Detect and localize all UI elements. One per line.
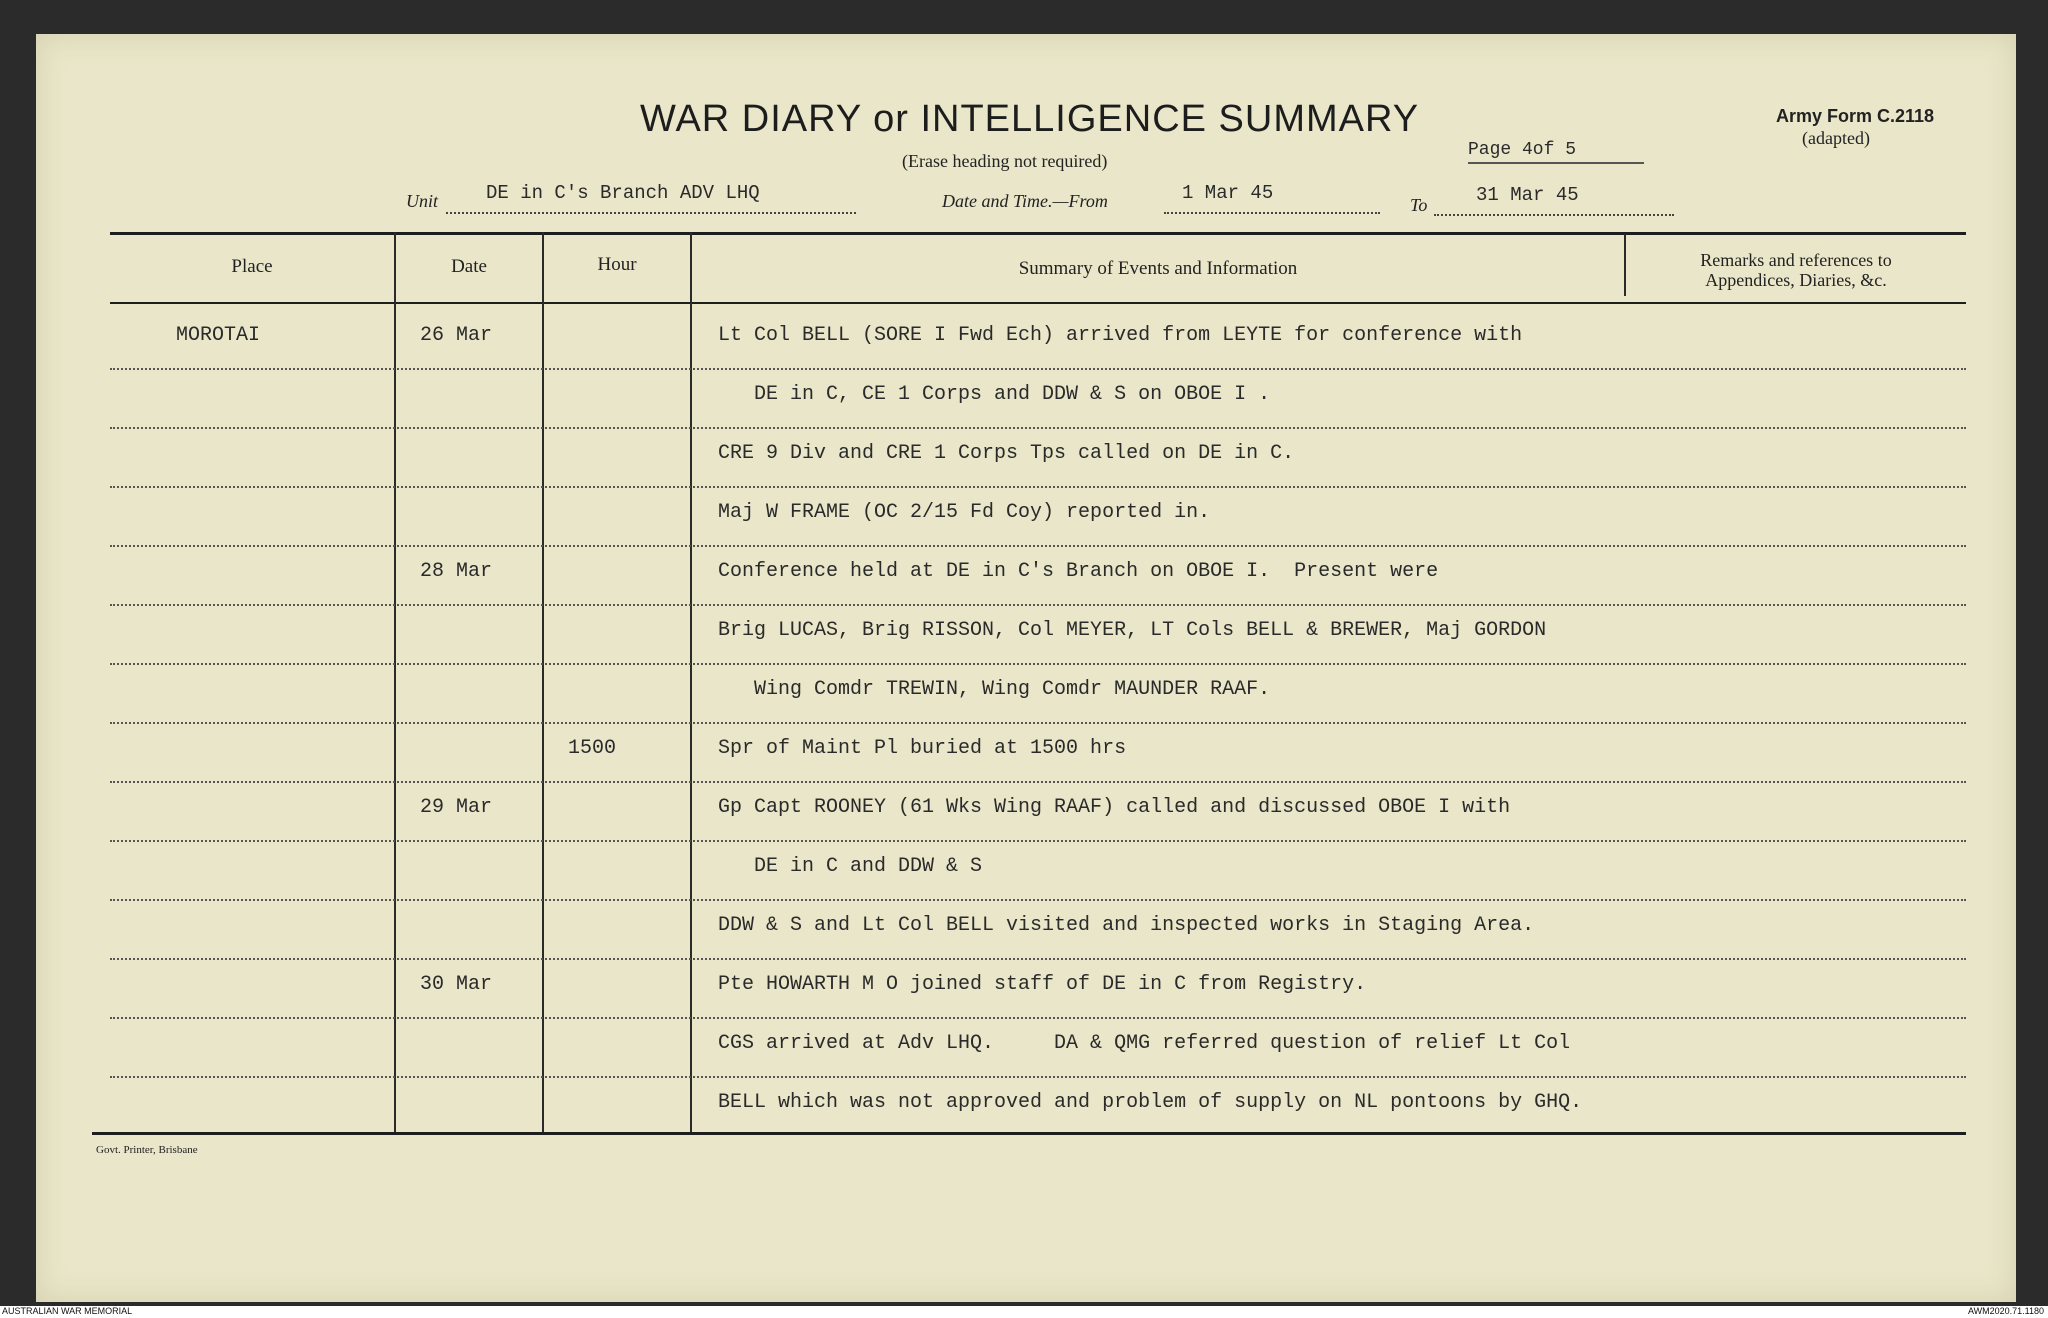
cell-summary: CGS arrived at Adv LHQ. DA & QMG referred question of relief Lt Col: [718, 1032, 1571, 1055]
table-bottom-rule: [92, 1132, 1966, 1135]
column-header-place: Place: [231, 256, 273, 277]
cell-summary: DE in C, CE 1 Corps and DDW & S on OBOE I .: [718, 383, 1271, 406]
cell-date: 26 Mar: [420, 324, 493, 347]
row-separator: [110, 1076, 1966, 1078]
page-number: Page 4of 5: [1468, 140, 1577, 160]
date-to-dotline: [1434, 214, 1674, 216]
cell-date: 30 Mar: [420, 973, 493, 996]
cell-hour: 1500: [568, 737, 617, 760]
army-form-adapted: (adapted): [1802, 128, 1870, 148]
row-separator: [110, 663, 1966, 665]
form-title: WAR DIARY or INTELLIGENCE SUMMARY: [640, 98, 1420, 140]
column-header-date: Date: [451, 256, 487, 277]
column-header-remarks-line1: Remarks and references to: [1700, 250, 1892, 270]
form-subtitle: (Erase heading not required): [902, 151, 1108, 171]
row-separator: [110, 781, 1966, 783]
cell-summary: Wing Comdr TREWIN, Wing Comdr MAUNDER RAAF.: [718, 678, 1271, 701]
date-from-label: Date and Time.—From: [942, 191, 1108, 211]
unit-value: DE in C's Branch ADV LHQ: [486, 182, 760, 204]
unit-label: Unit: [406, 191, 439, 211]
unit-dotline: [446, 212, 856, 214]
column-divider-place: [394, 232, 396, 1132]
cell-place: MOROTAI: [176, 324, 261, 347]
column-header-remarks-line2: Appendices, Diaries, &c.: [1705, 270, 1887, 290]
table-top-rule: [110, 232, 1966, 235]
war-diary-form: [36, 34, 2016, 1302]
column-divider-date: [542, 232, 544, 1132]
cell-summary: Conference held at DE in C's Branch on OBOE I. Present were: [718, 560, 1439, 583]
row-separator: [110, 958, 1966, 960]
archive-credit: AUSTRALIAN WAR MEMORIAL: [2, 1306, 133, 1316]
row-separator: [110, 840, 1966, 842]
row-separator: [110, 427, 1966, 429]
date-to-value: 31 Mar 45: [1476, 184, 1579, 206]
row-separator: [110, 604, 1966, 606]
cell-summary: Maj W FRAME (OC 2/15 Fd Coy) reported in.: [718, 501, 1211, 524]
date-from-value: 1 Mar 45: [1182, 182, 1274, 204]
archive-reference: AWM2020.71.1180: [1967, 1306, 2044, 1316]
row-separator: [110, 368, 1966, 370]
cell-summary: Gp Capt ROONEY (61 Wks Wing RAAF) called and discussed OBOE I with: [718, 796, 1511, 819]
cell-date: 29 Mar: [420, 796, 493, 819]
page-underline: [1468, 162, 1644, 164]
table-header-rule: [110, 302, 1966, 304]
row-separator: [110, 899, 1966, 901]
date-to-label: To: [1410, 195, 1428, 215]
row-separator: [110, 545, 1966, 547]
row-separator: [110, 486, 1966, 488]
army-form-number: Army Form C.2118: [1776, 106, 1935, 126]
date-from-dotline: [1164, 212, 1380, 214]
column-header-summary: Summary of Events and Information: [1018, 258, 1298, 279]
row-separator: [110, 1017, 1966, 1019]
printer-credit: Govt. Printer, Brisbane: [96, 1144, 198, 1156]
column-header-hour: Hour: [597, 254, 637, 275]
cell-summary: Brig LUCAS, Brig RISSON, Col MEYER, LT Cols BELL & BREWER, Maj GORDON: [718, 619, 1547, 642]
cell-summary: Lt Col BELL (SORE I Fwd Ech) arrived from LEYTE for conference with: [718, 324, 1523, 347]
cell-summary: Spr of Maint Pl buried at 1500 hrs: [718, 737, 1127, 760]
cell-summary: Pte HOWARTH M O joined staff of DE in C from Registry.: [718, 973, 1367, 996]
cell-date: 28 Mar: [420, 560, 493, 583]
cell-summary: BELL which was not approved and problem of supply on NL pontoons by GHQ.: [718, 1091, 1583, 1114]
cell-summary: DDW & S and Lt Col BELL visited and inspected works in Staging Area.: [718, 914, 1535, 937]
row-separator: [110, 722, 1966, 724]
cell-summary: DE in C and DDW & S: [718, 855, 983, 878]
column-divider-hour: [690, 232, 692, 1132]
cell-summary: CRE 9 Div and CRE 1 Corps Tps called on DE in C.: [718, 442, 1295, 465]
